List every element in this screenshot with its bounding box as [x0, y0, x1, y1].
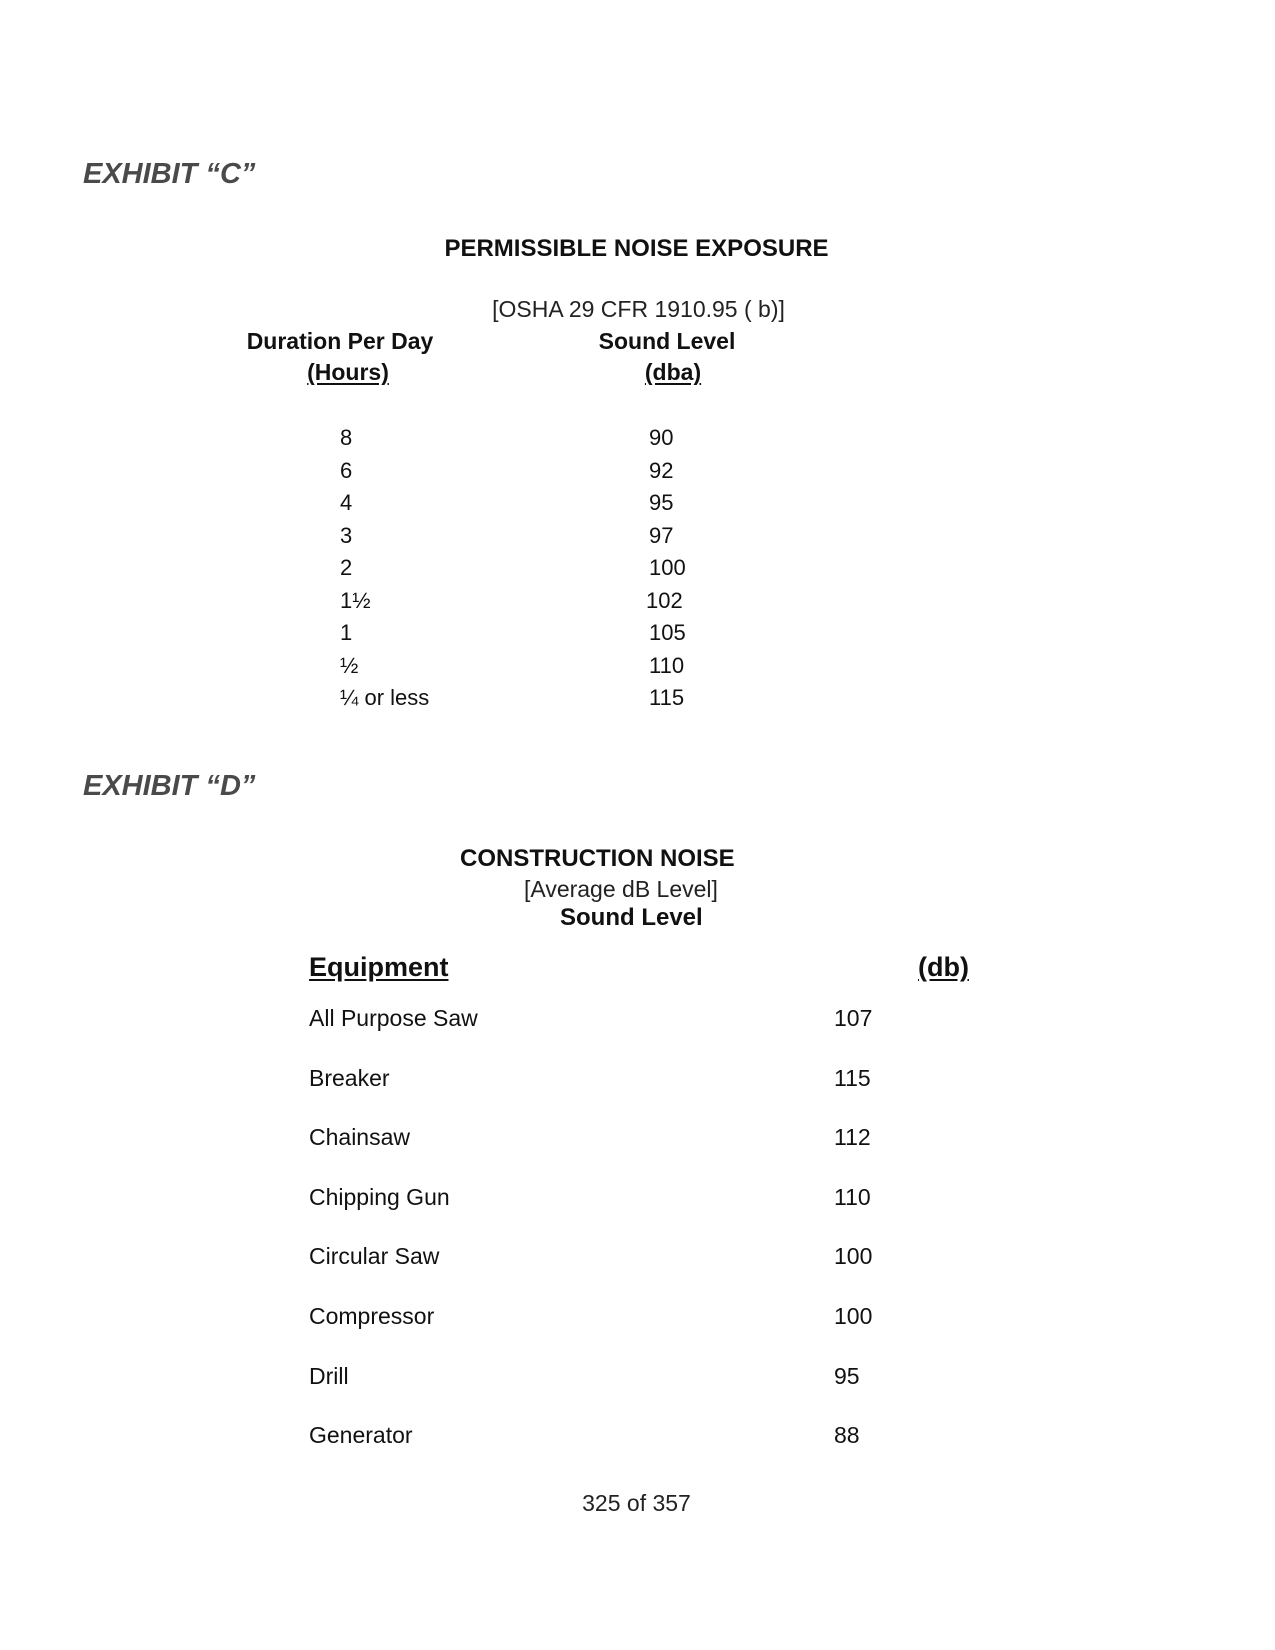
- exhibit-c-citation-text: [OSHA 29 CFR 1910.95 ( b)]: [492, 296, 785, 322]
- equipment-cell: Circular Saw: [309, 1243, 440, 1270]
- duration-cell: 2: [340, 555, 353, 580]
- db-cell: 112: [834, 1124, 871, 1151]
- db-cell: 100: [834, 1243, 873, 1270]
- page-indicator: 325 of 357: [582, 1490, 691, 1516]
- equipment-cell: Chainsaw: [309, 1124, 410, 1151]
- sound-level-heading: Sound Level: [560, 904, 703, 931]
- table-row: [0, 1065, 1275, 1125]
- equipment-cell: Compressor: [309, 1302, 435, 1329]
- level-header-line2: (dba): [644, 359, 702, 385]
- duration-header-line1: Duration Per Day: [246, 328, 434, 354]
- exhibit-d-title: CONSTRUCTION NOISE: [460, 845, 735, 872]
- exhibit-c-title-text: PERMISSIBLE NOISE EXPOSURE: [444, 235, 829, 262]
- table-row: [0, 1124, 1275, 1184]
- equipment-cell: Chipping Gun: [309, 1183, 450, 1210]
- db-cell: 95: [834, 1362, 860, 1389]
- duration-cell: 6: [340, 457, 353, 483]
- duration-cell: 8: [340, 425, 353, 450]
- level-header-line1: Sound Level: [598, 328, 736, 354]
- table-row: [0, 1243, 1275, 1303]
- db-cell: 110: [834, 1183, 871, 1210]
- table-row: [0, 1422, 1275, 1482]
- table-row: [0, 1184, 1275, 1244]
- duration-cell: 1: [340, 620, 353, 645]
- table-row: [0, 588, 1275, 621]
- db-column-header: (db): [918, 952, 969, 982]
- duration-cell: 1½: [340, 587, 371, 613]
- duration-cell: 4: [340, 490, 353, 515]
- duration-cell: ¼ or less: [340, 685, 430, 710]
- table-row: [0, 1303, 1275, 1363]
- db-cell: 115: [834, 1064, 871, 1091]
- level-cell: 97: [649, 522, 674, 548]
- table-row: [0, 458, 1275, 491]
- table-row: [0, 620, 1275, 653]
- equipment-cell: Generator: [309, 1422, 413, 1449]
- level-cell: 105: [649, 620, 686, 645]
- level-cell: 110: [649, 652, 685, 678]
- table-row: [0, 555, 1275, 588]
- table-row: [0, 653, 1275, 686]
- exhibit-d-subtitle: [Average dB Level]: [524, 876, 718, 902]
- exhibit-c-label: EXHIBIT “C”: [83, 158, 256, 190]
- construction-noise-table: [0, 1005, 1275, 1482]
- table-row: [0, 1005, 1275, 1065]
- level-cell: 90: [649, 425, 674, 450]
- table-row: [0, 425, 1275, 458]
- exhibit-c-citation: [0, 296, 1275, 323]
- db-cell: 107: [834, 1005, 873, 1031]
- exhibit-c-title: [0, 235, 1275, 263]
- level-cell: 115: [649, 685, 685, 710]
- db-cell: 100: [834, 1302, 873, 1329]
- table-row: [0, 1363, 1275, 1423]
- equipment-cell: Drill: [309, 1362, 349, 1389]
- db-cell: 88: [834, 1422, 860, 1449]
- table-row: [0, 490, 1275, 523]
- equipment-column-header: Equipment: [309, 952, 449, 982]
- level-cell: 92: [649, 457, 674, 483]
- table-row: [0, 685, 1275, 718]
- duration-header-line2: (Hours): [307, 359, 389, 385]
- level-cell: 95: [649, 490, 674, 515]
- level-cell: 102: [646, 587, 683, 613]
- noise-exposure-table: [0, 425, 1275, 718]
- level-cell: 100: [649, 555, 686, 580]
- table-row: [0, 523, 1275, 556]
- duration-cell: ½: [340, 652, 359, 678]
- equipment-cell: All Purpose Saw: [309, 1005, 478, 1031]
- exhibit-d-label: EXHIBIT “D”: [83, 770, 256, 802]
- page-footer: [0, 1490, 1275, 1517]
- duration-cell: 3: [340, 522, 353, 548]
- equipment-cell: Breaker: [309, 1064, 390, 1091]
